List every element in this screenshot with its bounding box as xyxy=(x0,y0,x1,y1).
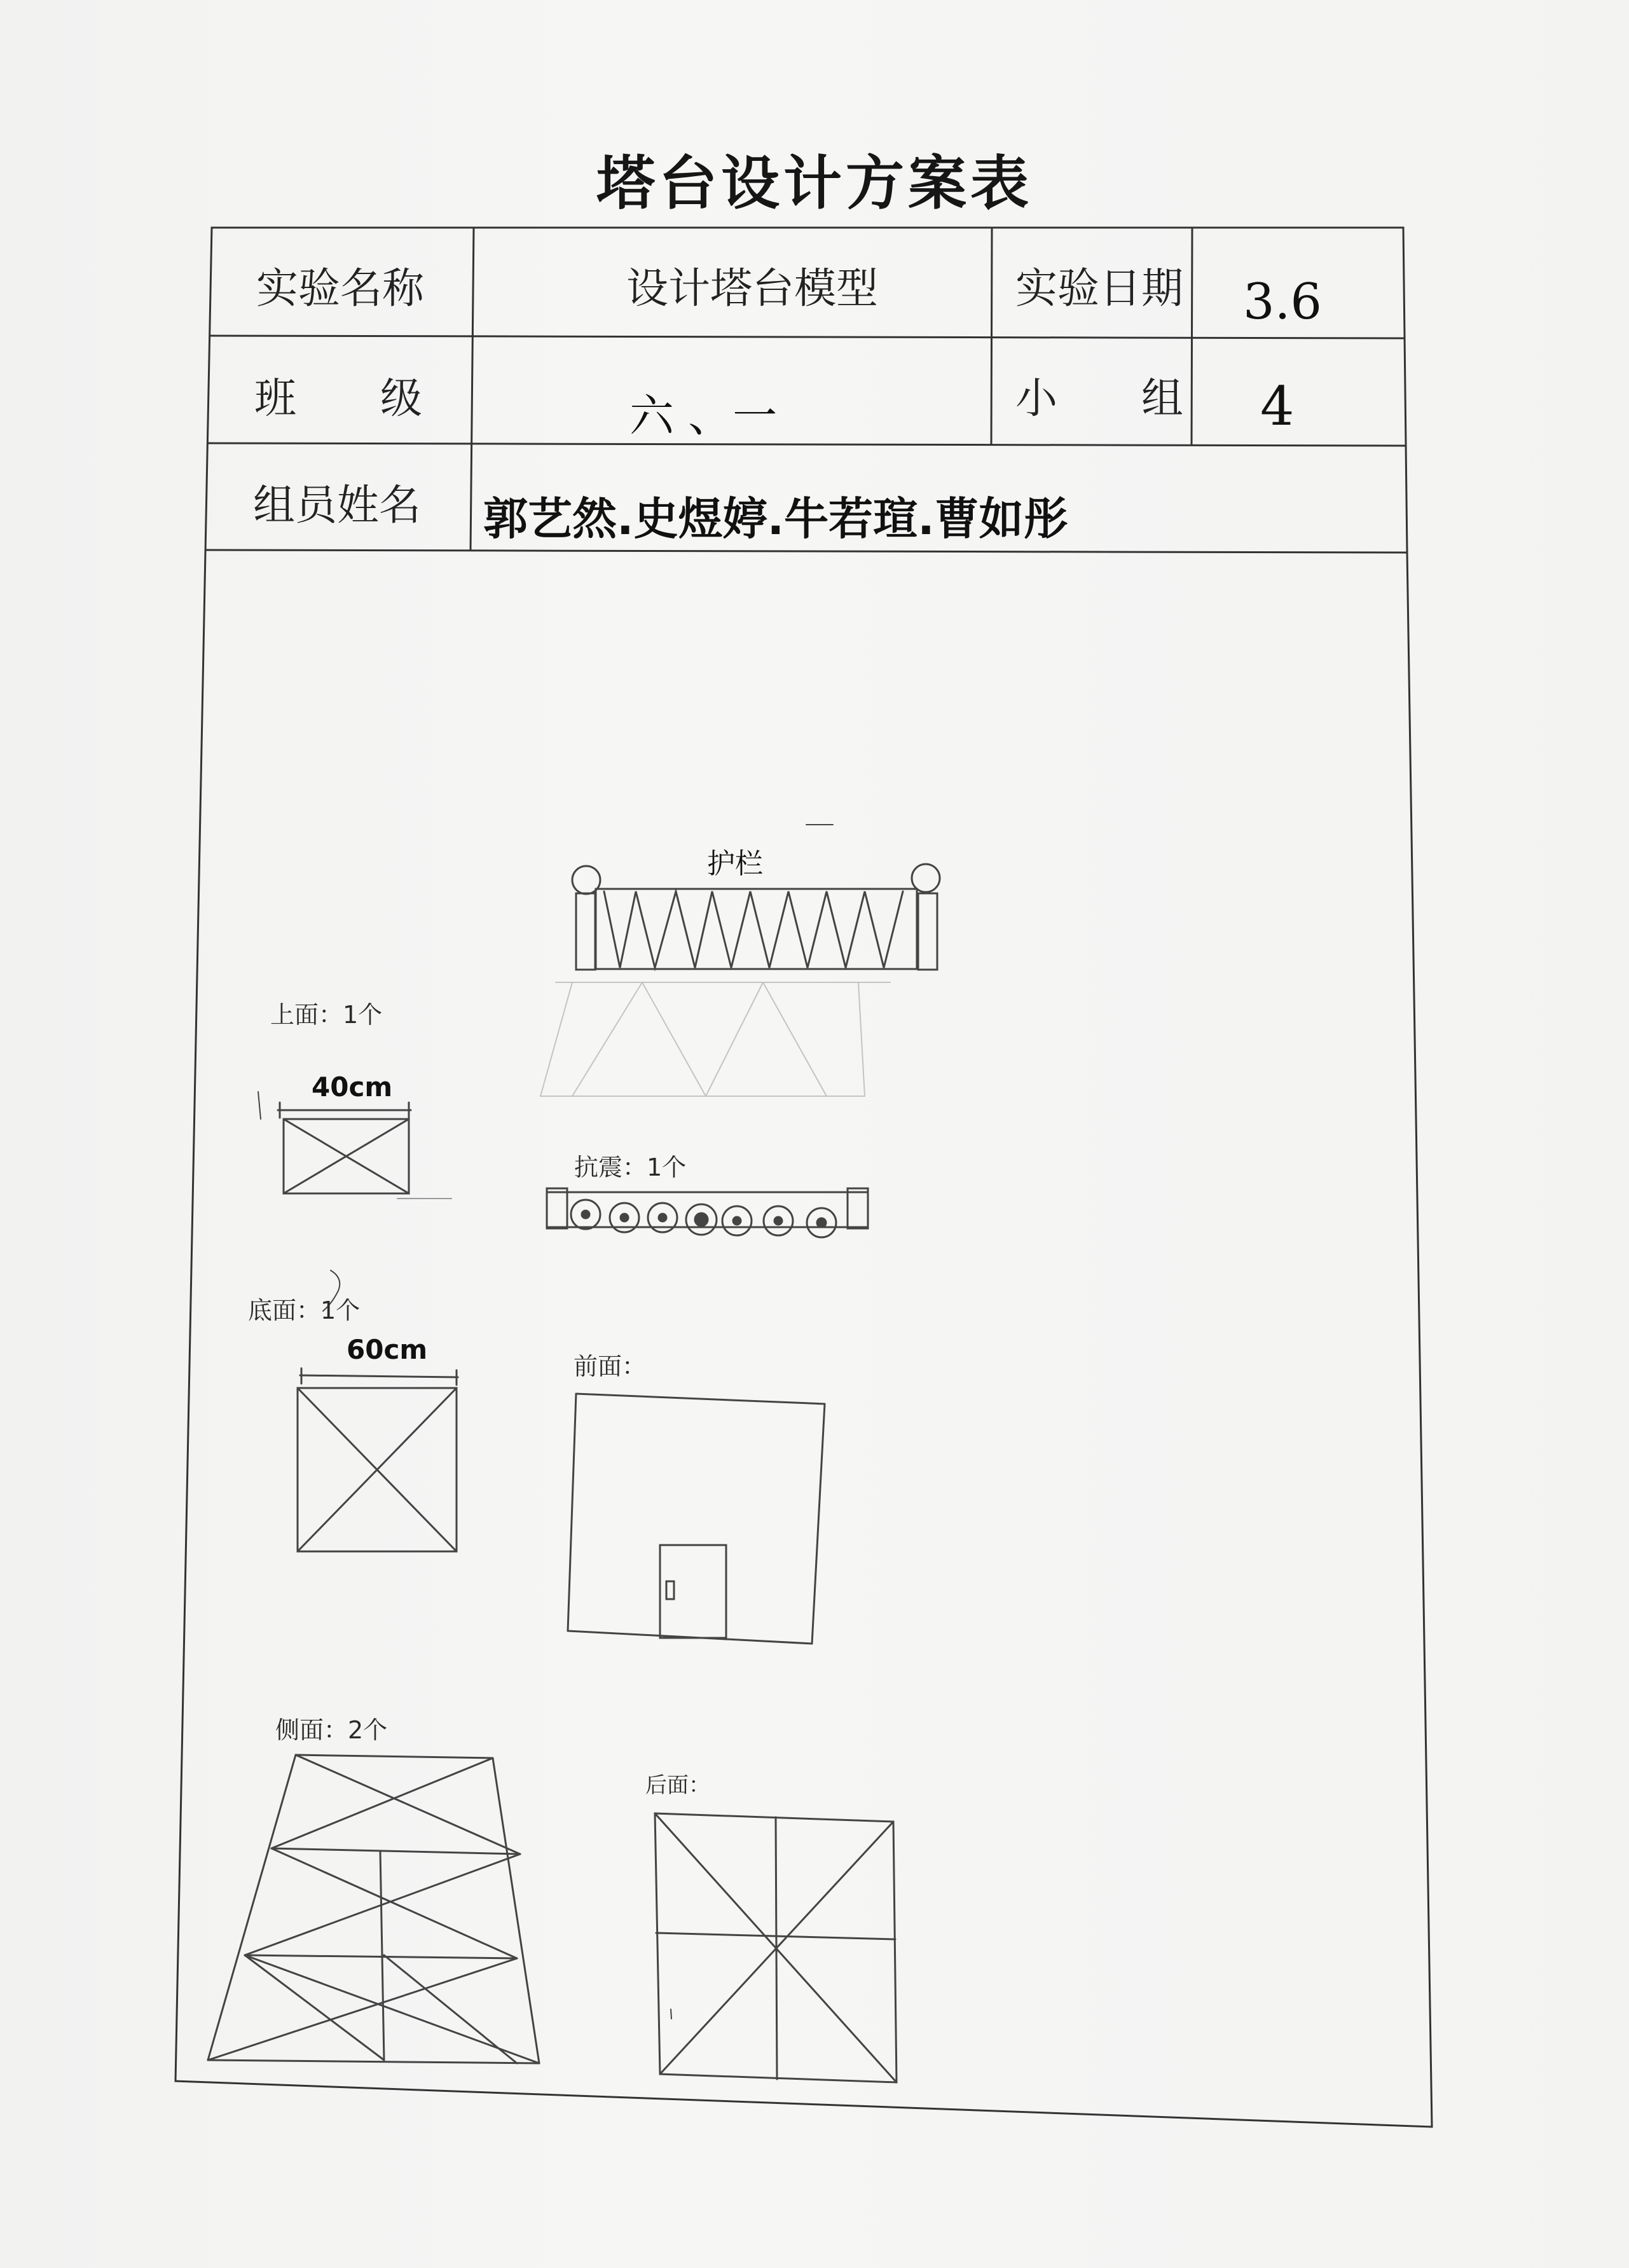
side-view-label: 侧面：2个 xyxy=(275,1716,388,1744)
bottom-view-dimension: 60cm xyxy=(347,1334,428,1365)
members-value: 郭艺然.史煜婷.牛若瑄.曹如彤 xyxy=(483,493,1068,545)
experiment-name-label: 实验名称 xyxy=(256,264,424,313)
side-view-sketch xyxy=(208,1755,539,2063)
class-label: 班 级 xyxy=(254,374,422,423)
group-value: 4 xyxy=(1260,375,1295,437)
seismic-label: 抗震：1个 xyxy=(574,1153,687,1181)
seismic-sketch xyxy=(547,1188,868,1237)
back-view-sketch xyxy=(655,1813,897,2082)
back-view-label: 后面： xyxy=(645,1773,710,1798)
front-view-label: 前面： xyxy=(574,1352,647,1380)
group-label: 小 组 xyxy=(1015,374,1183,423)
page-title: 塔台设计方案表 xyxy=(596,149,1033,217)
railing-label: 护栏 xyxy=(707,848,763,880)
class-value: 六 、一 xyxy=(629,390,778,442)
top-view-label: 上面：1个 xyxy=(270,1001,383,1029)
front-view-sketch xyxy=(568,1394,825,1644)
top-view-dimension: 40cm xyxy=(312,1071,393,1103)
experiment-date-value: 3.6 xyxy=(1243,273,1323,331)
experiment-name-value: 设计塔台模型 xyxy=(626,264,878,313)
members-label: 组员姓名 xyxy=(253,481,421,530)
bottom-view-label: 底面：1个 xyxy=(248,1296,361,1324)
experiment-date-label: 实验日期 xyxy=(1015,264,1183,313)
top-view-sketch xyxy=(258,1092,451,1199)
